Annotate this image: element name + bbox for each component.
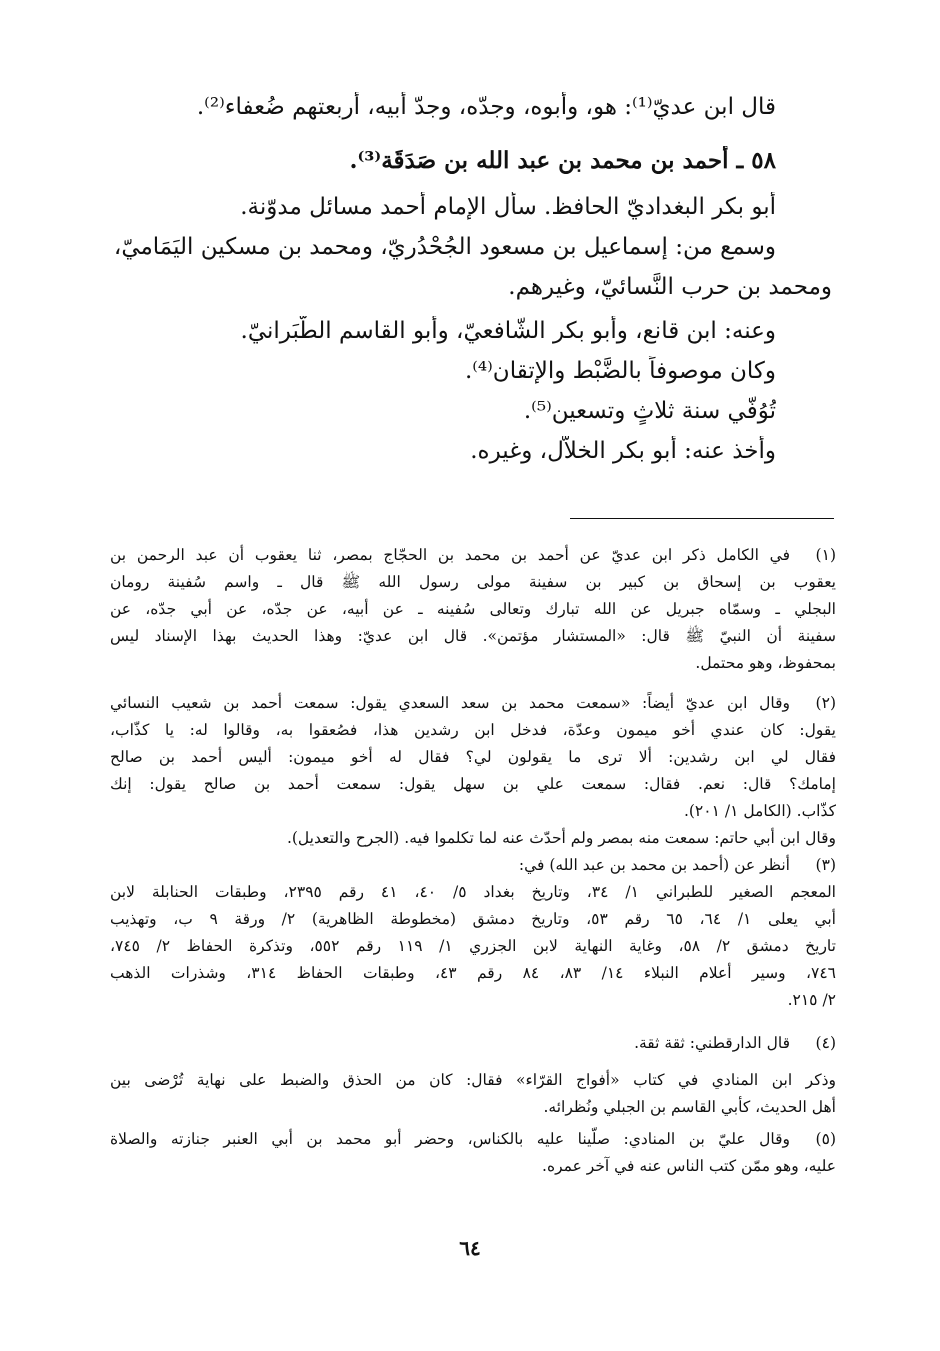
footnote-line: أبي يعلى ١/ ٦٤، ٦٥ رقم ٥٣، وتاريخ دمشق (مخطوطة الظاهرية) ٢/ ورقة ٩ ب، وتهذيب — [110, 910, 836, 928]
footnote-line: المعجم الصغير للطبراني ١/ ٣٤، وتاريخ بغداد ٥/ ٤٠، ٤١ رقم ٢٣٩٥، وطبقات الحنابلة لابن — [110, 883, 836, 901]
footnote-line: تاريخ دمشق ٢/ ٥٨، وغاية النهاية لابن الجزري ١/ ١١٩ رقم ٥٥٢، وتذكرة الحفاظ ٢/ ٧٤٥، — [110, 937, 836, 955]
footnote-line: البجلي ـ وسمّاه جبريل عن الله تبارك وتعالى سُفينه ـ عن أبيه، عن جدّه، عن أبي جدّه، عن — [110, 600, 836, 618]
footnote-number: (٥) — [815, 1130, 836, 1148]
footnote-line: أهل الحديث، كأبي القاسم بن الجبلي ونُظرائه. — [543, 1098, 836, 1116]
footnote-line: في الكامل ذكر ابن عديّ عن أحمد بن محمد بن الحجّاج بمصر، ثنا يعقوب أن عبد الرحمن بن — [110, 546, 790, 564]
footnote-line: ٢/ ٢١٥. — [787, 991, 836, 1009]
footnote-number: (٢) — [815, 694, 836, 712]
footnote-line: قال الدارقطني: ثقة ثقة. — [634, 1034, 790, 1052]
main-text-line: وكان موصوفاً بالضَّبْط والإتقان⁽⁴⁾. — [464, 358, 776, 384]
footnote-line: إمامك؟ قال: نعم. فقال: سمعت علي بن سهل يقول: سمعت أحمد بن صالح يقول: إنك — [110, 775, 836, 793]
footnote-line: وقال ابن عديّ أيضاً: «سمعت محمد بن سعد السعدي يقول: سمعت أحمد بن شعيب النسائي — [110, 694, 790, 712]
footnote-line: يقول: كان عندي أخو ميمون وعدّة، فدخل ابن رشدين هذا، فصُعقوا به، وقالوا له: يا كذّاب، — [110, 721, 836, 739]
footnote-line: كذّاب. (الكامل ١/ ٢٠١). — [683, 802, 836, 820]
main-text-line: قال ابن عديّ⁽¹⁾: هو، وأبوه، وجدّه، وجدّ أبيه، أربعتهم ضُعفاء⁽²⁾. — [196, 94, 776, 120]
footnote-line: وذكر ابن المنادي في كتاب «أفواج القرّاء» فقال: كان من الحذق والضبط على نهاية تُرْضى بين — [110, 1071, 836, 1089]
footnote-line: وقال عليّ بن المنادي: صلّينا عليه بالكناس، وحضر أبو محمد بن أبي العنبر جنازته والصلاة — [110, 1130, 790, 1148]
footnote-number: (٤) — [815, 1034, 836, 1052]
footnote-line: وقال ابن أبي حاتم: سمعت منه بمصر ولم أحدّث عنه لما تكلموا فيه. (الجرح والتعديل). — [286, 829, 836, 847]
footnote-line: فقال لي ابن رشدين: ألا ترى ما يقولون لي؟ فقال له أخو ميمون: أليس أحمد بن صالح — [110, 748, 836, 766]
footnote-line: يعقوب بن إسحاق بن كبير بن سفينة مولى رسول الله ﷺ قال ـ واسم سُفينة رومان — [110, 573, 836, 591]
main-text-line: أبو بكر البغداديّ الحافظ. سأل الإمام أحمد مسائل مدوّنة. — [240, 194, 776, 220]
main-text-line: ومحمد بن حرب النَّسائيّ، وغيرهم. — [508, 274, 832, 300]
footnote-line: بمحفوظ، وهو محتمل. — [695, 654, 836, 672]
footnote-line: عليه، وهو ممّن كتب الناس عنه في آخر عمره. — [542, 1157, 836, 1175]
footnote-line: سفينة أن النبيّ ﷺ قال: «المستشار مؤتمن». قال ابن عديّ: وهذا الحديث بهذا الإسناد ليس — [110, 627, 836, 645]
footnote-number: (٣) — [815, 856, 836, 874]
main-text-line: تُوُفّي سنة ثلاثٍ وتسعين⁽⁵⁾. — [523, 398, 776, 424]
main-text-line: وسمع من: إسماعيل بن مسعود الجُحْدُريّ، ومحمد بن مسكين اليَمَاميّ، — [113, 234, 776, 260]
footnote-line: ٧٤٦، وسير أعلام النبلاء ١٤/ ٨٣، ٨٤ رقم ٤٣، وطبقات الحفاظ ٣١٤، وشذرات الذهب — [110, 964, 836, 982]
page-number: ٦٤ — [459, 1236, 481, 1260]
footnote-number: (١) — [815, 546, 836, 564]
footnote-line: أنظر عن (أحمد بن محمد بن عبد الله) في: — [518, 856, 790, 874]
entry-heading: ٥٨ ـ أحمد بن محمد بن عبد الله بن صَدَقَة⁽³⁾. — [349, 147, 776, 174]
footnote-separator — [570, 518, 834, 519]
main-text-line: وعنه: ابن قانع، وأبو بكر الشّافعيّ، وأبو القاسم الطَّبَرانيّ. — [240, 318, 776, 344]
main-text-line: وأخذ عنه: أبو بكر الخلاّل، وغيره. — [470, 438, 776, 464]
